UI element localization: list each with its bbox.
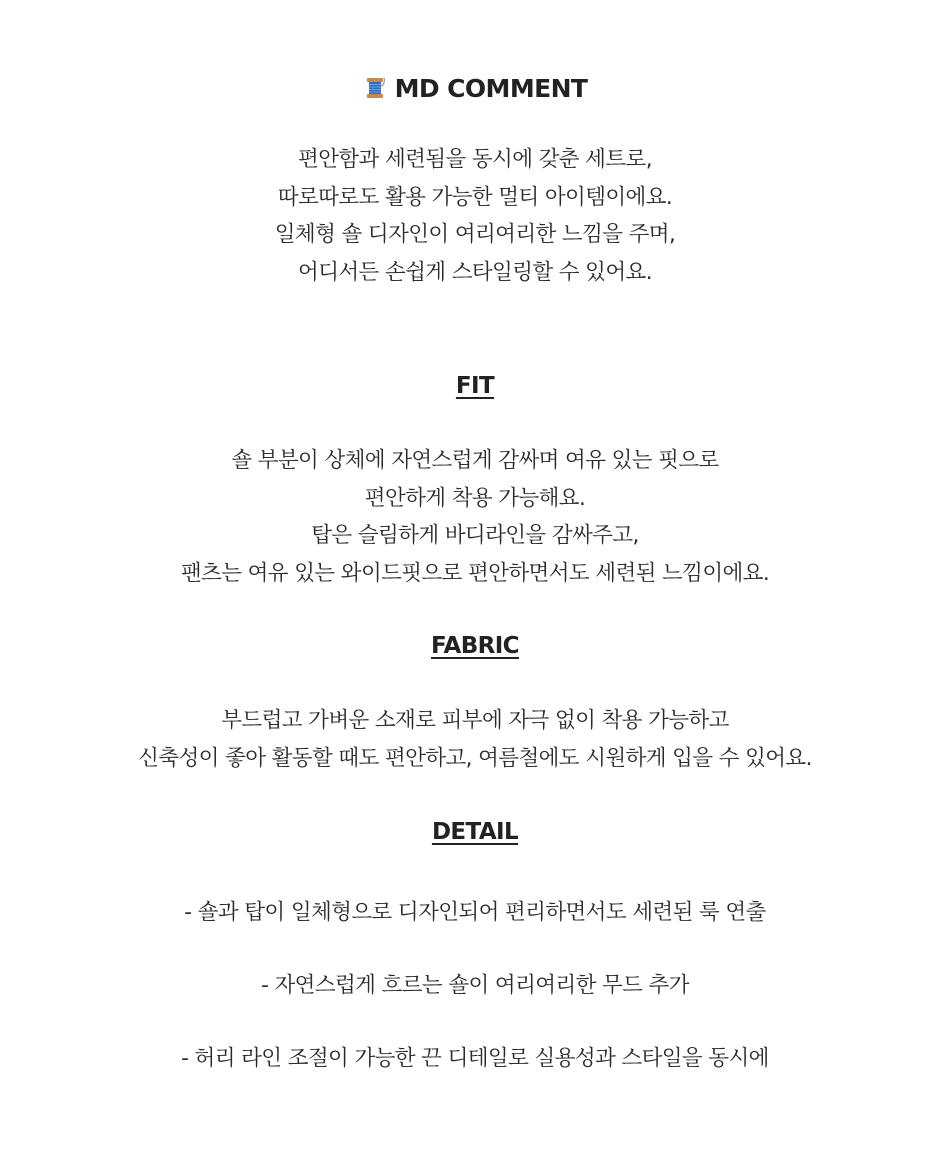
- fabric-text: [0, 702, 950, 777]
- fit-line: 숄 부분이 상체에 자연스럽게 감싸며 여유 있는 핏으로: [231, 448, 719, 473]
- md-comment-title: MD COMMENT: [394, 73, 588, 103]
- fit-text: [0, 442, 950, 592]
- spool-of-thread-icon: [363, 76, 387, 100]
- fit-line: 팬츠는 여유 있는 와이드핏으로 편안하면서도 세련된 느낌이에요.: [180, 560, 770, 586]
- md-comment-title-row: [0, 70, 950, 106]
- detail-list-item: - 자연스럽게 흐르는 숄이 여리여리한 무드 추가: [261, 973, 689, 998]
- md-comment-line: 어디서든 손쉽게 스타일링할 수 있어요.: [298, 259, 652, 285]
- detail-heading: DETAIL: [431, 819, 519, 845]
- md-comment-line: 일체형 숄 디자인이 여리여리한 느낌을 주며,: [274, 222, 676, 247]
- fit-line: 탑은 슬림하게 바디라인을 감싸주고,: [311, 523, 639, 548]
- fabric-line: 신축성이 좋아 활동할 때도 편안하고, 여름철에도 시원하게 입을 수 있어요.: [138, 745, 812, 771]
- md-comment-line: 따로따로도 활용 가능한 멀티 아이템이에요.: [277, 184, 673, 210]
- fit-line: 편안하게 착용 가능해요.: [364, 485, 586, 511]
- md-comment-line: 편안함과 세련됨을 동시에 갖춘 세트로,: [298, 147, 652, 172]
- fit-heading: FIT: [455, 373, 495, 399]
- detail-list-item: - 숄과 탑이 일체형으로 디자인되어 편리하면서도 세련된 룩 연출: [184, 900, 766, 925]
- detail-list-item: - 허리 라인 조절이 가능한 끈 디테일로 실용성과 스타일을 동시에: [181, 1046, 769, 1071]
- fabric-line: 부드럽고 가벼운 소재로 피부에 자극 없이 착용 가능하고: [221, 708, 729, 733]
- md-comment-text: [0, 141, 950, 291]
- fabric-heading: FABRIC: [431, 633, 519, 659]
